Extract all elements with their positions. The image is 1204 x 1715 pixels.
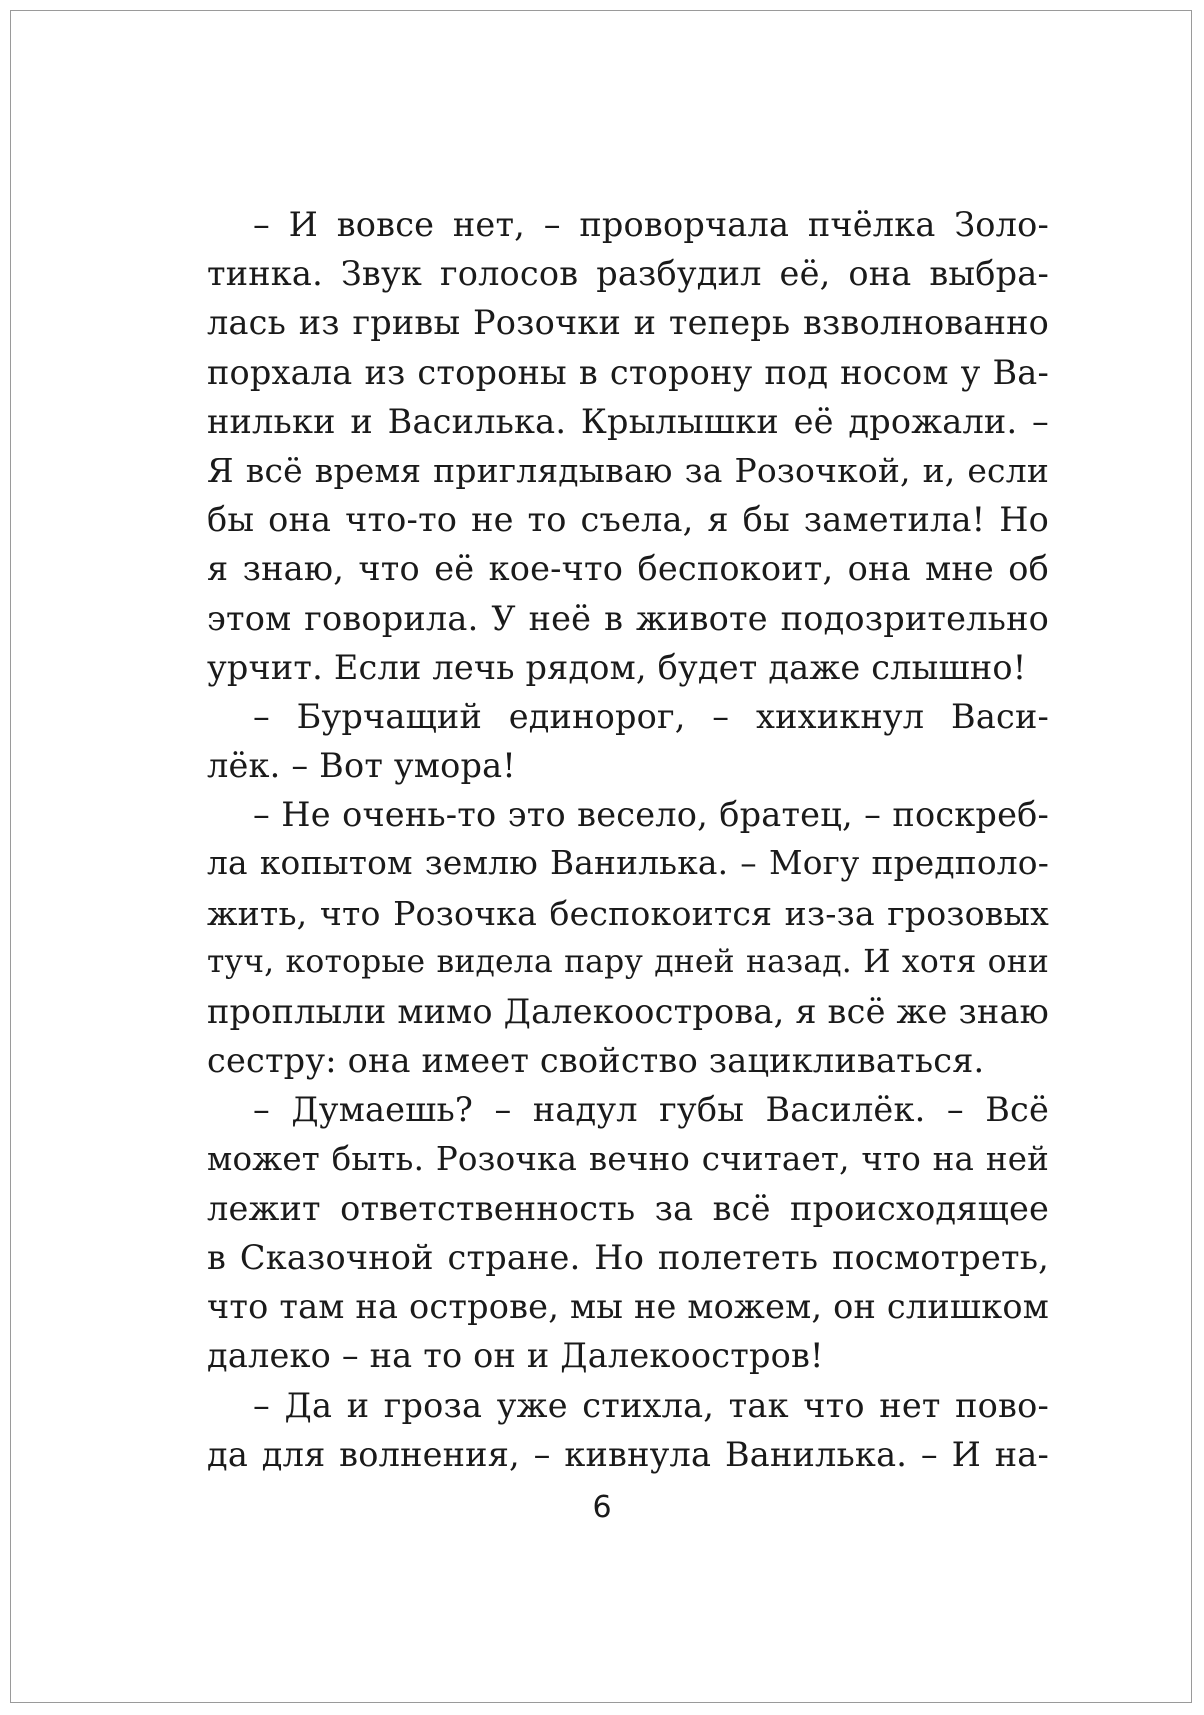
text-line: да для волнения, – кивнула Ванилька. – И на- [207, 1434, 1049, 1474]
text-line: – Бурчащий единорог, – хихикнул Васи- [253, 696, 1049, 736]
text-line: я знаю, что её кое-что беспокоит, она мне об [207, 549, 1049, 589]
page-number: 6 [592, 1490, 612, 1525]
text-line: лежит ответственность за всё происходящее [207, 1188, 1049, 1228]
text-line: сестру: она имеет свойство зацикливаться. [207, 1041, 985, 1081]
text-line: в Сказочной стране. Но полететь посмотреть, [207, 1237, 1049, 1277]
text-line: урчит. Если лечь рядом, будет даже слышно! [207, 647, 1027, 687]
body-text [207, 200, 1049, 1479]
text-line: может быть. Розочка вечно считает, что на ней [207, 1139, 1049, 1178]
text-line: – Да и гроза уже стихла, так что нет пово- [253, 1385, 1049, 1425]
text-line: Я всё время приглядываю за Розочкой, и, если [207, 450, 1049, 490]
text-line: туч, которые видела пару дней назад. И хотя они [207, 943, 1049, 980]
text-line: – Не очень-то это весело, братец, – поскреб- [253, 795, 1049, 835]
text-line: ла копытом землю Ванилька. – Могу предполо- [207, 844, 1049, 883]
text-line: что там на острове, мы не можем, он слишком [207, 1287, 1049, 1327]
text-line: – И вовсе нет, – проворчала пчёлка Золо- [253, 205, 1049, 244]
text-line: жить, что Розочка беспокоится из-за грозовых [207, 893, 1049, 933]
text-line: порхала из стороны в сторону под носом у Ва- [207, 352, 1049, 392]
text-line: – Думаешь? – надул губы Василёк. – Всё [253, 1090, 1049, 1130]
text-line: тинка. Звук голосов разбудил её, она выбра- [207, 254, 1049, 294]
text-line: проплыли мимо Далекоострова, я всё же знаю [207, 992, 1049, 1031]
text-line: далеко – на то он и Далекоостров! [207, 1336, 824, 1376]
text-line: лась из гривы Розочки и теперь взволнованно [207, 303, 1049, 343]
text-line: бы она что-то не то съела, я бы заметила! Но [207, 500, 1049, 540]
text-line: этом говорила. У неё в животе подозрительно [207, 598, 1049, 638]
text-line: лёк. – Вот умора! [207, 746, 516, 786]
text-line: нильки и Василька. Крылышки её дрожали. – [207, 401, 1049, 441]
